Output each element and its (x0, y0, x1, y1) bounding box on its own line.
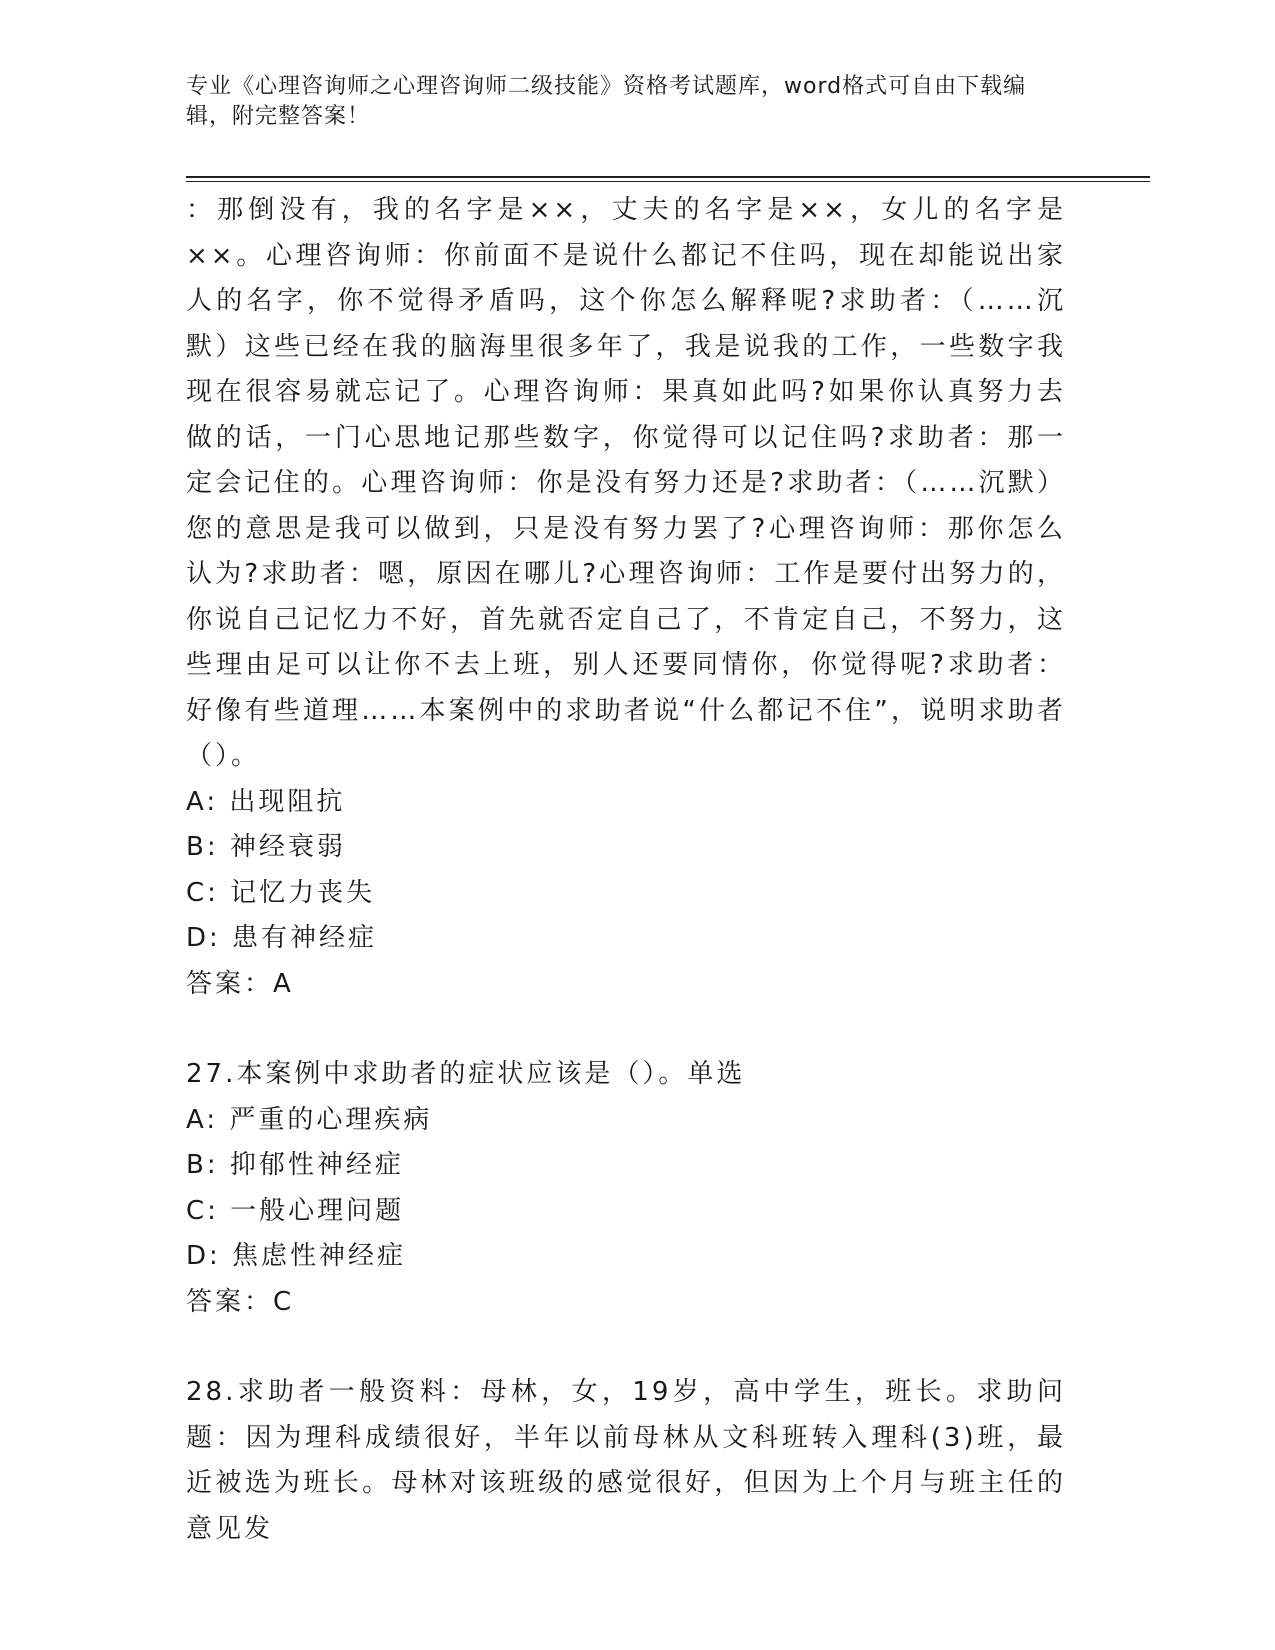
question-passage: ：那倒没有，我的名字是××，丈夫的名字是××，女儿的名字是××。心理咨询师：你前面不是说什么都记不住吗，现在却能说出家人的名字，你不觉得矛盾吗，这个你怎么解释呢?求助者：（……沉默）这些已经在我的脑海里很多年了，我是说我的工作，一些数字我现在很容易就忘记了。心理咨询师：果真如此吗?如果你认真努力去做的话，一门心思地记那些数字，你觉得可以记住吗?求助者：那一定会记住的。心理咨询师：你是没有努力还是?求助者：（……沉默）您的意思是我可以做到，只是没有努力罢了?心理咨询师：那你怎么认为?求助者：嗯，原因在哪儿?心理咨询师：工作是要付出努力的，你说自己记忆力不好，首先就否定自己了，不肯定自己，不努力，这些理由足可以让你不去上班，别人还要同情你，你觉得呢?求助者：好像有些道理……本案例中的求助者说“什么都记不住”，说明求助者（）。 (186, 195, 1066, 771)
question-stem: 28.求助者一般资料：母林，女，19岁，高中学生，班长。求助问题：因为理科成绩很好，半年以前母林从文科班转入理科(3)班，最近被选为班长。母林对该班级的感觉很好，但因为上个月与班主任的意见发 (186, 1377, 1066, 1544)
header-divider-thin (186, 181, 1150, 182)
option-b: B: 抑郁性神经症 (186, 1150, 404, 1180)
option-a: A: 出现阻抗 (186, 786, 346, 817)
question-27 (186, 1052, 1066, 1325)
question-26 (186, 188, 1066, 1007)
header-divider (186, 176, 1150, 178)
option-c: C: 记忆力丧失 (186, 877, 376, 908)
answer-line: 答案：A (186, 968, 294, 999)
document-body (186, 188, 1066, 1552)
option-c: C: 一般心理问题 (186, 1195, 405, 1226)
option-d: D: 患有神经症 (186, 923, 378, 953)
option-a: A: 严重的心理疾病 (186, 1104, 433, 1135)
question-stem: 27.本案例中求助者的症状应该是（）。单选 (186, 1059, 746, 1089)
question-28 (186, 1370, 1066, 1552)
answer-line: 答案：C (186, 1286, 295, 1317)
option-b: B: 神经衰弱 (186, 832, 346, 862)
document-header: 专业《心理咨询师之心理咨询师二级技能》资格考试题库，word格式可自由下载编辑，附完整答案！ (186, 74, 1027, 129)
option-d: D: 焦虑性神经症 (186, 1241, 407, 1271)
